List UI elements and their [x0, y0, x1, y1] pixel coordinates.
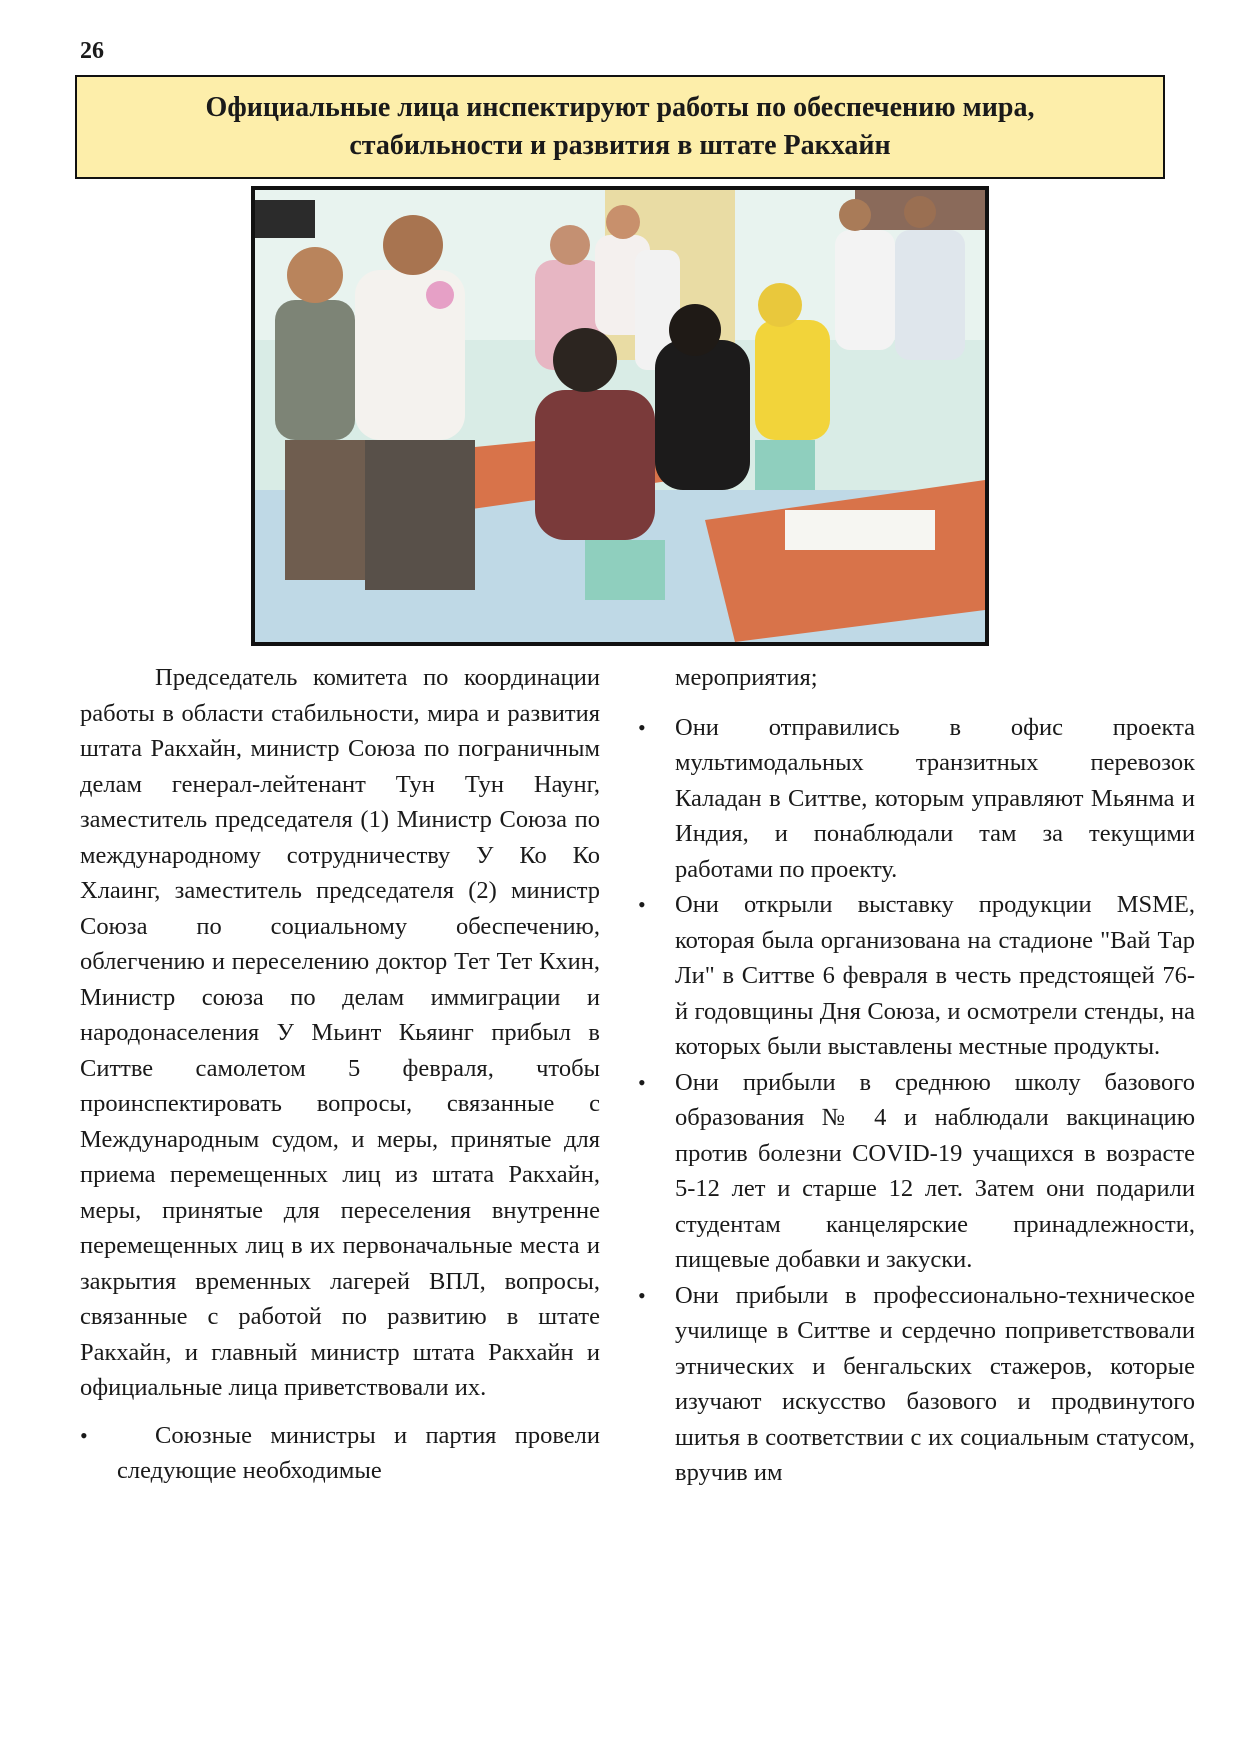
bullet-item — [638, 1278, 1195, 1491]
bullet-icon: • — [80, 1422, 88, 1448]
bullet-text: Они прибыли в профессионально-техническое училище в Ситтве и сердечно поприветствовали этнических и бенгальских стажеров, которые изучают искусство базового и продвинутого шитья в соответствии с их социальным статусом, вручив им — [675, 1281, 1195, 1486]
bullet-text: Они открыли выставку продукции MSME, которая была организована на стадионе "Вай Тар Ли" в Ситтве 6 февраля в честь предстоящей 76-й годовщины Дня Союза, и осмотрели стенды, на которых были выставлены местные продукты. — [675, 891, 1195, 1060]
bullet-icon: • — [638, 714, 646, 740]
photo-illustration — [255, 190, 985, 642]
bullet-item — [638, 710, 1195, 888]
body-paragraph: Председатель комитета по координации работы в области стабильности, мира и развития штата Ракхайн, министр Союза по пограничным делам генерал-лейтенант Тун Тун Наунг, заместитель председателя (1) Министр Союза по международному сотрудничеству У Ко Ко Хлаинг, заместитель председателя (2) министр Союза по социальному обеспечению, облегчению и переселению доктор Тет Тет Кхин, Министр союза по делам иммиграции и народонаселения У Мьинт Кьяинг прибыл в Ситтве самолетом 5 февраля, чтобы проинспектировать вопросы, связанные с Международным судом, и меры, принятые для приема перемещенных лиц из штата Ракхайн, меры, принятые для переселения внутренне перемещенных лиц в их первоначальные места и закрытия временных лагерей ВПЛ, вопросы, связанные с работой по развитию в штате Ракхайн, и главный министр штата Ракхайн и официальные лица приветствовали их. — [80, 664, 600, 1401]
bullet-icon: • — [638, 892, 646, 917]
continuation-text: мероприятия; — [675, 664, 818, 691]
bullet-text: Они прибыли в среднюю школу базового образования № 4 и наблюдали вакцинацию против болезни COVID-19 учащихся в возрасте 5-12 лет и старше 12 лет. Затем они подарили студентам канцелярские принадлежности, пищевые добавки и закуски. — [675, 1068, 1195, 1273]
article-title-line-2: стабильности и развития в штате Ракхайн — [349, 130, 891, 161]
article-title-line-1: Официальные лица инспектируют работы по обеспечению мира, — [205, 92, 1035, 123]
bullet-item — [80, 1418, 600, 1489]
bullet-text: Они отправились в офис проекта мультимодальных транзитных перевозок Каладан в Ситтве, которым управляют Мьянма и Индия, и понаблюдали там за текущими работами по проекту. — [675, 713, 1195, 883]
page-number: 26 — [80, 38, 104, 64]
bullet-item — [638, 887, 1195, 1065]
bullet-icon: • — [638, 1282, 646, 1308]
bullet-item — [638, 1065, 1195, 1278]
left-column — [80, 660, 600, 1489]
article-photo — [251, 186, 989, 646]
article-title-box — [75, 75, 1165, 179]
bullet-icon: • — [638, 1069, 646, 1095]
bullet-text: Союзные министры и партия провели следующие необходимые — [117, 1421, 600, 1484]
right-column — [638, 660, 1195, 1491]
